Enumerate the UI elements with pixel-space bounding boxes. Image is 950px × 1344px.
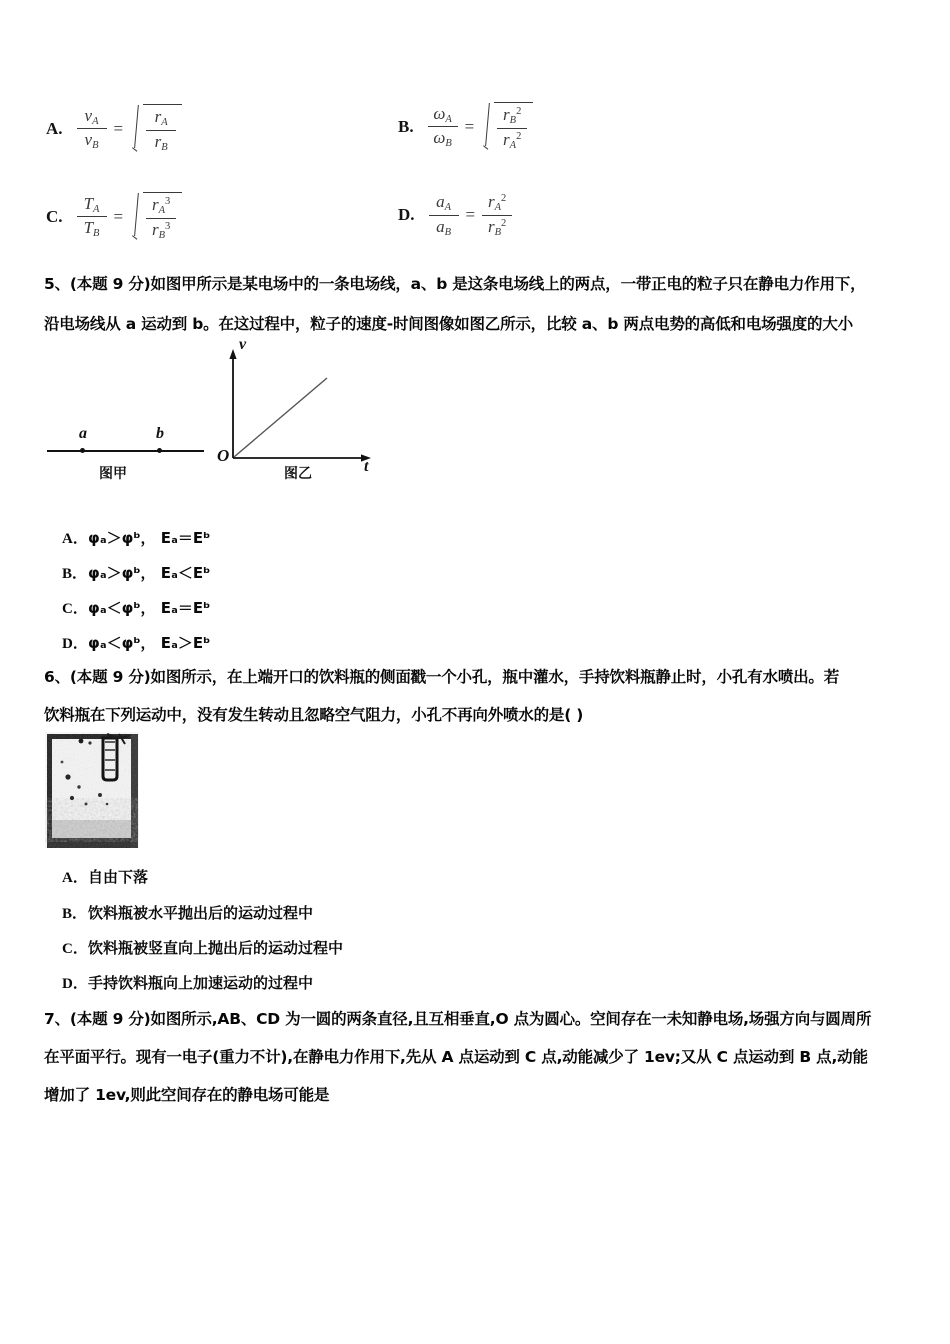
question5-line1: 5、(本题 9 分)如图甲所示是某电场中的一条电场线，a、b 是这条电场线上的两点，一带正电的粒子只在静电力作用下， xyxy=(44,275,866,293)
point-a-dot xyxy=(80,448,85,453)
q5-option-b-label: B． xyxy=(62,566,88,582)
point-b-label: b xyxy=(156,425,164,442)
math-option-c-lhs: $\frac{T_A}{T_B}$ xyxy=(77,194,107,241)
bottle-photo-svg xyxy=(45,732,140,850)
t-axis-label: t xyxy=(364,458,369,475)
q6-option-c xyxy=(62,937,343,958)
question7-line1: 7、(本题 9 分)如图所示,AB、CD 为一圆的两条直径,且互相垂直,O 点为圆心。空间存在一未知静电场,场强方向与圆周所 xyxy=(44,1010,872,1028)
math-option-d-rhs: $\frac{r_A^2}{r_B^2}$ xyxy=(482,192,512,239)
math-option-c-equals: = xyxy=(113,206,124,226)
q6-option-a xyxy=(62,866,148,887)
q5-option-b-text: φₐ＞φᵇ， Eₐ＜Eᵇ xyxy=(88,564,211,582)
q5-option-c-label: C． xyxy=(62,601,88,617)
q6-option-d-label: D． xyxy=(62,976,88,992)
question6-line2: 饮料瓶在下列运动中，没有发生转动且忽略空气阻力，小孔不再向外喷水的是( ) xyxy=(44,706,584,724)
point-b-dot xyxy=(157,448,162,453)
math-option-d-lhs: $\frac{a_A}{a_B}$ xyxy=(429,192,459,239)
math-option-a-equals: = xyxy=(113,118,124,138)
figure-yi-caption: 图乙 xyxy=(284,466,312,482)
v-axis-label: v xyxy=(239,336,247,353)
math-option-a-label: A. xyxy=(46,118,63,138)
math-option-d-equals: = xyxy=(465,205,476,225)
q5-option-a-label: A． xyxy=(62,531,88,547)
figure-yi-vt-graph xyxy=(212,336,392,485)
question7-line2: 在平面平行。现有一电子(重力不计),在静电力作用下,先从 A 点运动到 C 点,动能减少了 1ev;又从 C 点运动到 B 点,动能 xyxy=(44,1048,868,1066)
math-option-d-label: D. xyxy=(398,205,415,225)
q6-option-b-text: 饮料瓶被水平抛出后的运动过程中 xyxy=(88,904,314,922)
math-option-a-lhs: $\frac{v_A}{v_B}$ xyxy=(77,106,107,153)
bottle-photo xyxy=(45,732,140,850)
math-option-b-equals: = xyxy=(464,116,475,136)
velocity-trend-line xyxy=(234,378,327,457)
v-axis-arrowhead xyxy=(229,349,236,359)
math-option-c xyxy=(46,192,182,242)
q6-option-d-text: 手持饮料瓶向上加速运动的过程中 xyxy=(88,974,314,992)
math-option-b-lhs: $\frac{\omega_A}{\omega_B}$ xyxy=(428,104,458,151)
q5-option-d-text: φₐ＜φᵇ， Eₐ＞Eᵇ xyxy=(88,634,211,652)
question6-line1: 6、(本题 9 分)如图所示，在上端开口的饮料瓶的侧面戳一个小孔，瓶中灌水，手持饮料瓶静止时，小孔有水喷出。若 xyxy=(44,668,840,686)
q5-option-c xyxy=(62,597,210,618)
q6-option-a-text: 自由下落 xyxy=(88,868,149,886)
q6-option-c-text: 饮料瓶被竖直向上抛出后的运动过程中 xyxy=(88,939,344,957)
q5-option-a-text: φₐ＞φᵇ， Eₐ＝Eᵇ xyxy=(88,529,211,547)
point-a-label: a xyxy=(79,425,87,442)
q5-option-d-label: D． xyxy=(62,636,88,652)
q6-option-b-label: B． xyxy=(62,906,88,922)
q5-option-a xyxy=(62,527,210,548)
math-option-c-label: C. xyxy=(46,206,63,226)
q5-option-b xyxy=(62,562,210,583)
q5-option-c-text: φₐ＜φᵇ， Eₐ＝Eᵇ xyxy=(88,599,211,617)
figure-jia-caption: 图甲 xyxy=(99,466,127,482)
field-line xyxy=(47,450,204,452)
q6-option-a-label: A． xyxy=(62,870,88,886)
question5-line2: 沿电场线从 a 运动到 b。在这过程中，粒子的速度-时间图像如图乙所示，比较 a、b 两点电势的高低和电场强度的大小 xyxy=(44,315,853,333)
math-option-b-label: B. xyxy=(398,116,414,136)
question7-line3: 增加了 1ev,则此空间存在的静电场可能是 xyxy=(44,1086,330,1104)
math-option-b xyxy=(398,102,533,152)
math-option-a-radical: $\frac{r_A}{r_B}$ xyxy=(130,104,182,154)
q5-option-d xyxy=(62,632,210,653)
origin-label: O xyxy=(217,446,230,465)
math-option-d xyxy=(398,192,512,239)
math-option-b-radical: $\frac{r_B^2}{r_A^2}$ xyxy=(481,102,533,152)
q6-option-c-label: C． xyxy=(62,941,88,957)
math-option-c-radical: $\frac{r_A^3}{r_B^3}$ xyxy=(130,192,182,242)
q6-option-d xyxy=(62,972,313,993)
q6-option-b xyxy=(62,902,313,923)
